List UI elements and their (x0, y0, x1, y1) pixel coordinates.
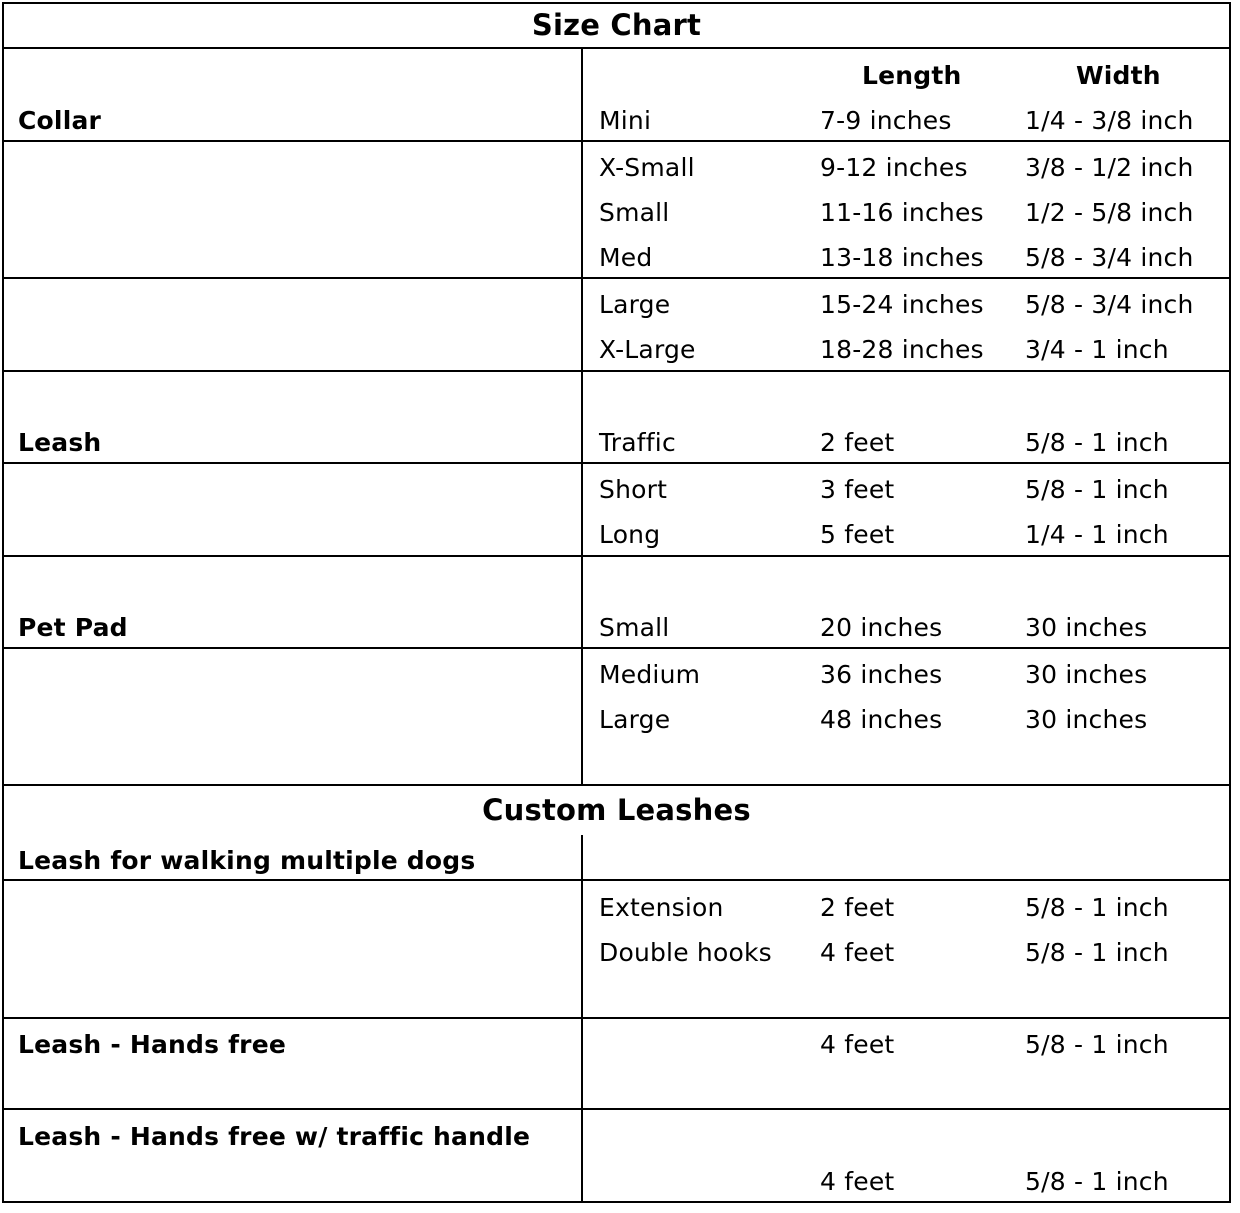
length-cell: 20 inches (820, 613, 943, 642)
row-divider (2, 784, 1231, 786)
width-cell: 5/8 - 1 inch (1025, 893, 1169, 922)
length-cell: 48 inches (820, 705, 943, 734)
size-cell: Traffic (599, 428, 676, 457)
width-cell: 30 inches (1025, 705, 1148, 734)
category-pet-pad: Pet Pad (18, 613, 128, 642)
row-divider (2, 879, 1231, 881)
row-divider (2, 1108, 1231, 1110)
length-cell: 18-28 inches (820, 335, 984, 364)
size-cell: Mini (599, 106, 652, 135)
length-cell: 3 feet (820, 475, 895, 504)
width-cell: 5/8 - 1 inch (1025, 475, 1169, 504)
size-cell: Small (599, 613, 670, 642)
column-divider (581, 48, 583, 785)
width-cell: 5/8 - 1 inch (1025, 1167, 1169, 1196)
size-cell: Med (599, 243, 653, 272)
custom-leashes-title: Custom Leashes (482, 793, 751, 827)
row-divider (2, 370, 1231, 372)
size-cell: Small (599, 198, 670, 227)
category-hands-free-leash: Leash - Hands free (18, 1030, 287, 1059)
width-cell: 5/8 - 1 inch (1025, 938, 1169, 967)
row-divider (2, 277, 1231, 279)
length-cell: 4 feet (820, 1030, 895, 1059)
length-cell: 2 feet (820, 428, 895, 457)
row-divider (2, 647, 1231, 649)
length-cell: 2 feet (820, 893, 895, 922)
category-multi-dog-leash: Leash for walking multiple dogs (18, 846, 476, 875)
size-cell: Extension (599, 893, 724, 922)
width-cell: 5/8 - 3/4 inch (1025, 243, 1194, 272)
width-cell: 1/2 - 5/8 inch (1025, 198, 1194, 227)
size-cell: Large (599, 290, 671, 319)
chart-title: Size Chart (531, 8, 702, 42)
width-cell: 1/4 - 3/8 inch (1025, 106, 1194, 135)
size-cell: X-Large (599, 335, 696, 364)
size-cell: Double hooks (599, 938, 772, 967)
width-cell: 5/8 - 1 inch (1025, 428, 1169, 457)
length-cell: 36 inches (820, 660, 943, 689)
size-cell: Short (599, 475, 668, 504)
column-divider (581, 835, 583, 1203)
length-cell: 11-16 inches (820, 198, 984, 227)
length-cell: 4 feet (820, 1167, 895, 1196)
row-divider (2, 47, 1231, 49)
length-cell: 7-9 inches (820, 106, 952, 135)
width-cell: 30 inches (1025, 613, 1148, 642)
row-divider (2, 555, 1231, 557)
width-cell: 30 inches (1025, 660, 1148, 689)
width-cell: 3/4 - 1 inch (1025, 335, 1169, 364)
category-leash: Leash (18, 428, 102, 457)
width-cell: 3/8 - 1/2 inch (1025, 153, 1194, 182)
size-cell: Long (599, 520, 661, 549)
row-divider (2, 462, 1231, 464)
header-length: Length (862, 61, 962, 90)
row-divider (2, 140, 1231, 142)
length-cell: 5 feet (820, 520, 895, 549)
size-cell: Medium (599, 660, 701, 689)
width-cell: 5/8 - 3/4 inch (1025, 290, 1194, 319)
width-cell: 1/4 - 1 inch (1025, 520, 1169, 549)
width-cell: 5/8 - 1 inch (1025, 1030, 1169, 1059)
length-cell: 13-18 inches (820, 243, 984, 272)
length-cell: 15-24 inches (820, 290, 984, 319)
size-cell: Large (599, 705, 671, 734)
length-cell: 9-12 inches (820, 153, 968, 182)
row-divider (2, 1017, 1231, 1019)
length-cell: 4 feet (820, 938, 895, 967)
category-hands-free-traffic-leash: Leash - Hands free w/ traffic handle (18, 1122, 531, 1151)
category-collar: Collar (18, 106, 102, 135)
header-width: Width (1076, 61, 1161, 90)
size-cell: X-Small (599, 153, 695, 182)
